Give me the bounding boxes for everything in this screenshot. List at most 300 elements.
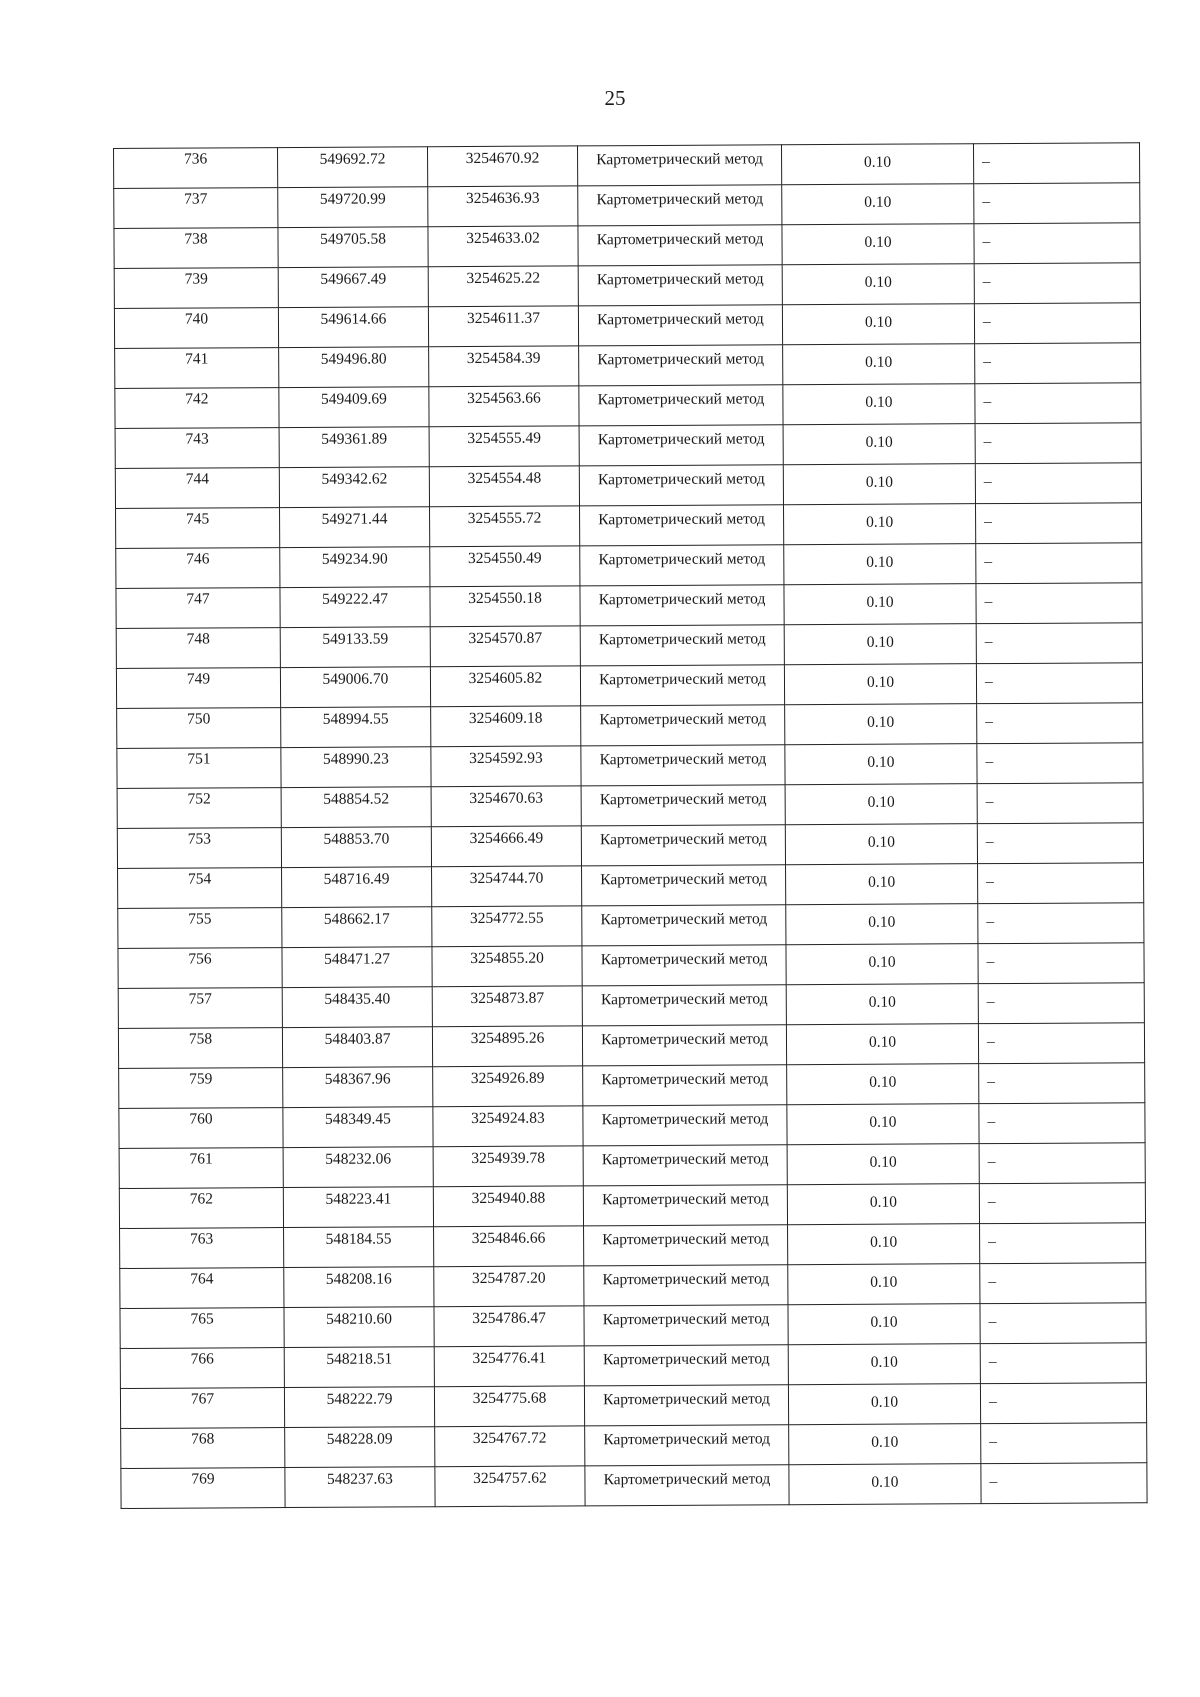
note-text: –: [986, 913, 995, 931]
error-cell: [786, 864, 978, 905]
coordinate-x-cell: [281, 827, 431, 868]
coordinate-y-cell: [430, 626, 580, 667]
coordinate-y-cell: [428, 226, 578, 267]
coordinate-x-cell: [280, 507, 430, 548]
note-cell: [975, 383, 1141, 424]
note-text: –: [984, 593, 993, 611]
table-row: [120, 1343, 1146, 1389]
error-text: 0.10: [867, 753, 895, 771]
point-number-cell: [114, 308, 278, 349]
method-cell: [584, 1225, 788, 1266]
method-cell: [579, 465, 783, 506]
note-text: –: [989, 1473, 998, 1491]
coordinate-y-text: 3254670.92: [465, 149, 540, 168]
note-cell: [975, 343, 1141, 384]
table-row: [116, 623, 1142, 669]
method-cell: [584, 1345, 788, 1386]
error-cell: [785, 784, 977, 825]
point-number-cell: [119, 1188, 283, 1229]
method-cell: [584, 1305, 788, 1346]
table-row: [118, 943, 1144, 989]
point-number-text: 765: [190, 1310, 214, 1328]
error-cell: [787, 1064, 979, 1105]
error-cell: [782, 304, 974, 345]
method-text: Картометрический метод: [603, 1430, 771, 1449]
coordinate-y-cell: [427, 146, 577, 187]
error-cell: [785, 824, 977, 865]
error-cell: [786, 904, 978, 945]
error-text: 0.10: [866, 673, 895, 691]
point-number-cell: [120, 1228, 284, 1269]
note-text: –: [988, 1393, 997, 1411]
error-text: 0.10: [869, 1193, 898, 1211]
coordinate-x-text: 549692.72: [319, 150, 386, 168]
point-number-text: 736: [183, 150, 208, 168]
error-text: 0.10: [871, 1473, 899, 1491]
error-text: 0.10: [869, 1073, 897, 1091]
table-row: [121, 1463, 1147, 1509]
point-number-cell: [120, 1308, 284, 1349]
method-text: Картометрический метод: [598, 550, 766, 569]
point-number-cell: [119, 1108, 283, 1149]
point-number-cell: [120, 1268, 284, 1309]
table-row: [115, 463, 1141, 509]
coordinate-y-cell: [430, 586, 580, 627]
method-cell: [582, 945, 786, 986]
error-cell: [783, 384, 975, 425]
error-text: 0.10: [865, 433, 893, 451]
method-cell: [580, 665, 784, 706]
error-cell: [786, 1024, 978, 1065]
note-text: –: [986, 873, 994, 891]
method-text: Картометрический метод: [602, 1230, 769, 1249]
error-cell: [785, 744, 977, 785]
note-cell: [980, 1343, 1146, 1384]
point-number-text: 760: [189, 1110, 213, 1128]
point-number-text: 740: [184, 310, 209, 328]
note-cell: [978, 1023, 1144, 1064]
note-text: –: [982, 313, 991, 331]
note-cell: [979, 1143, 1145, 1184]
coordinate-y-text: 3254895.26: [470, 1029, 545, 1048]
point-number-text: 744: [185, 470, 210, 488]
point-number-cell: [114, 268, 278, 309]
coordinate-x-text: 548854.52: [323, 790, 390, 808]
coordinate-x-text: 549006.70: [322, 670, 389, 688]
table-row: [120, 1303, 1146, 1349]
note-cell: [976, 543, 1142, 584]
note-cell: [978, 903, 1144, 944]
note-text: –: [989, 1433, 998, 1451]
coordinate-y-text: 3254570.87: [468, 629, 543, 648]
method-cell: [581, 745, 785, 786]
coordinate-x-text: 548994.55: [322, 710, 389, 728]
table-row: [115, 343, 1141, 389]
coordinate-x-cell: [278, 267, 428, 308]
coordinate-y-text: 3254670.63: [469, 789, 543, 808]
point-number-cell: [120, 1348, 284, 1389]
method-text: Картометрический метод: [603, 1390, 770, 1409]
coordinate-y-cell: [429, 386, 579, 427]
coordinate-y-text: 3254775.68: [472, 1389, 547, 1408]
error-text: 0.10: [870, 1233, 898, 1251]
note-text: –: [988, 1313, 997, 1331]
note-cell: [977, 783, 1143, 824]
error-text: 0.10: [871, 1433, 899, 1451]
point-number-text: 763: [189, 1230, 214, 1248]
table-row: [119, 1143, 1145, 1189]
method-text: Картометрический метод: [599, 790, 767, 809]
method-cell: [583, 1105, 787, 1146]
point-number-text: 766: [190, 1350, 214, 1368]
error-cell: [783, 464, 975, 505]
point-number-cell: [117, 708, 281, 749]
error-text: 0.10: [868, 993, 896, 1011]
note-text: –: [986, 993, 995, 1011]
method-text: Картометрический метод: [602, 1310, 770, 1329]
error-cell: [788, 1264, 980, 1305]
coordinate-x-cell: [285, 1467, 435, 1508]
method-text: Картометрический метод: [599, 830, 767, 849]
note-cell: [974, 303, 1140, 344]
coordinate-x-text: 549705.58: [320, 230, 386, 248]
note-text: –: [982, 153, 990, 171]
method-cell: [583, 1145, 787, 1186]
coordinate-y-text: 3254855.20: [470, 949, 544, 968]
method-cell: [579, 425, 783, 466]
coordinate-y-text: 3254611.37: [466, 309, 541, 328]
coordinate-y-cell: [432, 946, 582, 987]
error-cell: [781, 144, 973, 185]
method-cell: [579, 345, 783, 386]
coordinate-y-text: 3254605.82: [468, 669, 543, 688]
error-text: 0.10: [864, 233, 892, 251]
error-cell: [788, 1384, 980, 1425]
point-number-cell: [114, 188, 278, 229]
coordinate-x-cell: [282, 987, 432, 1028]
coordinate-y-cell: [432, 906, 582, 947]
coordinates-table: [113, 142, 1148, 1509]
method-cell: [578, 185, 782, 226]
point-number-cell: [115, 468, 279, 509]
note-text: –: [984, 633, 993, 651]
method-text: Картометрический метод: [599, 750, 767, 769]
note-cell: [979, 1103, 1145, 1144]
note-text: –: [987, 1153, 996, 1171]
method-text: Картометрический метод: [596, 150, 763, 169]
coordinate-y-cell: [429, 466, 579, 507]
coordinate-x-cell: [278, 307, 428, 348]
point-number-text: 757: [188, 990, 212, 1008]
error-text: 0.10: [865, 473, 893, 491]
error-text: 0.10: [865, 393, 893, 411]
point-number-cell: [114, 228, 278, 269]
note-cell: [980, 1263, 1146, 1304]
method-text: Картометрический метод: [597, 350, 765, 369]
table-row: [116, 543, 1142, 589]
method-text: Картометрический метод: [601, 1150, 769, 1169]
coordinate-y-text: 3254633.02: [466, 229, 540, 248]
table-row: [119, 1063, 1145, 1109]
coordinate-x-text: 549133.59: [322, 630, 389, 648]
method-text: Картометрический метод: [599, 670, 766, 689]
point-number-text: 745: [185, 510, 210, 528]
coordinate-x-cell: [283, 1107, 433, 1148]
note-text: –: [983, 393, 992, 411]
coordinate-y-cell: [434, 1306, 584, 1347]
table-row: [119, 1103, 1145, 1149]
method-cell: [579, 385, 783, 426]
table-row: [120, 1383, 1146, 1429]
error-cell: [787, 1184, 979, 1225]
error-cell: [783, 344, 975, 385]
table-row: [114, 263, 1140, 309]
coordinate-x-text: 548990.23: [322, 750, 389, 768]
point-number-text: 761: [189, 1150, 213, 1168]
coordinate-y-cell: [428, 266, 578, 307]
method-text: Картометрический метод: [601, 1070, 769, 1089]
coordinate-x-text: 548208.16: [325, 1270, 392, 1288]
note-cell: [976, 583, 1142, 624]
point-number-text: 749: [186, 670, 211, 688]
coordinate-x-cell: [282, 907, 432, 948]
method-cell: [583, 1065, 787, 1106]
method-cell: [578, 265, 782, 306]
method-text: Картометрический метод: [597, 310, 764, 329]
note-cell: [977, 743, 1143, 784]
coordinate-y-cell: [433, 1106, 583, 1147]
coordinate-x-cell: [281, 707, 431, 748]
method-text: Картометрический метод: [602, 1350, 770, 1369]
method-cell: [585, 1465, 789, 1506]
method-cell: [584, 1385, 788, 1426]
coordinate-x-cell: [284, 1227, 434, 1268]
point-number-cell: [118, 948, 282, 989]
note-text: –: [982, 233, 991, 251]
table-row: [115, 423, 1141, 469]
coordinate-x-cell: [279, 467, 429, 508]
method-cell: [581, 705, 785, 746]
method-text: Картометрический метод: [596, 190, 764, 209]
note-cell: [980, 1383, 1146, 1424]
error-text: 0.10: [870, 1353, 898, 1371]
coordinate-y-text: 3254924.83: [471, 1109, 545, 1128]
point-number-text: 755: [188, 910, 212, 928]
point-number-cell: [117, 828, 281, 869]
coordinate-x-cell: [281, 787, 431, 828]
coordinate-y-cell: [432, 986, 582, 1027]
error-text: 0.10: [866, 633, 894, 651]
coordinate-y-text: 3254555.72: [467, 509, 542, 528]
error-text: 0.10: [867, 713, 895, 731]
coordinate-x-cell: [279, 347, 429, 388]
coordinate-x-text: 549361.89: [321, 430, 388, 448]
error-cell: [782, 264, 974, 305]
point-number-cell: [117, 748, 281, 789]
error-cell: [788, 1224, 980, 1265]
coordinate-y-cell: [434, 1346, 584, 1387]
error-cell: [786, 984, 978, 1025]
coordinate-x-cell: [283, 1067, 433, 1108]
point-number-cell: [119, 1068, 283, 1109]
error-cell: [784, 664, 976, 705]
method-cell: [578, 305, 782, 346]
method-cell: [582, 865, 786, 906]
coordinate-x-text: 548403.87: [324, 1030, 391, 1048]
coordinate-x-text: 549271.44: [321, 510, 388, 528]
coordinate-x-cell: [282, 947, 432, 988]
method-cell: [580, 505, 784, 546]
note-text: –: [988, 1273, 997, 1291]
coordinate-y-text: 3254555.49: [467, 429, 541, 448]
coordinate-x-cell: [282, 1027, 432, 1068]
error-text: 0.10: [864, 313, 893, 331]
error-text: 0.10: [868, 873, 896, 891]
error-text: 0.10: [864, 193, 892, 211]
point-number-cell: [120, 1388, 284, 1429]
method-cell: [585, 1425, 789, 1466]
method-text: Картометрический метод: [602, 1270, 770, 1289]
coordinate-y-cell: [430, 506, 580, 547]
coordinate-x-cell: [284, 1307, 434, 1348]
error-text: 0.10: [865, 353, 893, 371]
method-text: Картометрический метод: [598, 590, 766, 609]
method-cell: [578, 225, 782, 266]
point-number-cell: [115, 428, 279, 469]
point-number-text: 738: [184, 230, 208, 248]
error-cell: [787, 1104, 979, 1145]
point-number-text: 747: [186, 590, 210, 608]
coordinate-x-cell: [284, 1267, 434, 1308]
table-row: [121, 1423, 1147, 1469]
method-cell: [580, 545, 784, 586]
coordinate-x-text: 549496.80: [320, 350, 387, 368]
error-cell: [788, 1344, 980, 1385]
coordinate-x-text: 549409.69: [320, 390, 387, 408]
point-number-text: 768: [191, 1430, 215, 1448]
note-text: –: [987, 1193, 996, 1211]
coordinate-x-cell: [283, 1187, 433, 1228]
note-text: –: [988, 1233, 996, 1251]
note-text: –: [983, 433, 992, 451]
coordinate-x-cell: [278, 187, 428, 228]
error-text: 0.10: [864, 273, 892, 291]
coordinate-x-cell: [280, 587, 430, 628]
coordinate-y-cell: [432, 1026, 582, 1067]
point-number-cell: [117, 788, 281, 829]
method-text: Картометрический метод: [600, 950, 768, 969]
error-text: 0.10: [863, 153, 892, 171]
error-cell: [785, 704, 977, 745]
coordinate-x-text: 549667.49: [320, 270, 387, 288]
coordinate-y-text: 3254786.47: [472, 1309, 546, 1328]
coordinate-x-cell: [285, 1427, 435, 1468]
method-text: Картометрический метод: [599, 710, 767, 729]
coordinate-y-text: 3254757.62: [473, 1469, 547, 1488]
error-text: 0.10: [868, 953, 896, 971]
point-number-text: 767: [190, 1390, 215, 1408]
table-row: [117, 703, 1143, 749]
coordinate-x-text: 548223.41: [325, 1190, 392, 1208]
method-text: Картометрический метод: [597, 430, 765, 449]
table-row: [120, 1223, 1146, 1269]
note-text: –: [985, 833, 994, 851]
coordinate-y-cell: [431, 746, 581, 787]
coordinate-y-text: 3254592.93: [469, 749, 543, 768]
error-cell: [784, 544, 976, 585]
coordinate-x-cell: [283, 1147, 433, 1188]
coordinate-x-text: 548662.17: [323, 910, 390, 928]
point-number-text: 758: [188, 1030, 213, 1048]
coordinate-x-text: 548471.27: [324, 950, 391, 968]
coordinate-x-text: 549342.62: [321, 470, 388, 488]
coordinate-y-cell: [431, 826, 581, 867]
note-text: –: [982, 193, 991, 211]
coordinate-x-text: 548210.60: [326, 1310, 393, 1328]
error-text: 0.10: [867, 833, 895, 851]
coordinate-y-cell: [435, 1466, 585, 1507]
point-number-text: 743: [185, 430, 209, 448]
coordinate-y-text: 3254550.49: [467, 549, 542, 568]
coordinate-x-cell: [282, 867, 432, 908]
note-cell: [974, 183, 1140, 224]
coordinate-x-text: 548237.63: [326, 1470, 393, 1488]
point-number-text: 741: [185, 350, 209, 368]
error-text: 0.10: [868, 1033, 897, 1051]
table-row: [115, 383, 1141, 429]
error-text: 0.10: [869, 1113, 897, 1131]
note-cell: [980, 1303, 1146, 1344]
coordinate-y-text: 3254939.78: [471, 1149, 546, 1168]
error-text: 0.10: [866, 553, 894, 571]
coordinate-x-cell: [284, 1347, 434, 1388]
table-row: [114, 183, 1140, 229]
coordinate-y-cell: [429, 426, 579, 467]
table-row: [114, 303, 1140, 349]
point-number-cell: [118, 1028, 282, 1069]
method-text: Картометрический метод: [596, 270, 764, 289]
note-text: –: [984, 553, 993, 571]
method-text: Картометрический метод: [600, 870, 767, 889]
method-cell: [582, 1025, 786, 1066]
method-cell: [582, 905, 786, 946]
coordinate-y-text: 3254563.66: [467, 389, 541, 408]
point-number-cell: [114, 148, 278, 189]
error-text: 0.10: [870, 1273, 898, 1291]
table-row: [114, 143, 1140, 189]
coordinate-y-cell: [433, 1146, 583, 1187]
error-cell: [789, 1424, 981, 1465]
coordinate-y-text: 3254636.93: [465, 189, 540, 208]
note-text: –: [983, 353, 992, 371]
coordinate-y-cell: [435, 1426, 585, 1467]
coordinate-x-cell: [280, 547, 430, 588]
method-cell: [582, 985, 786, 1026]
method-text: Картометрический метод: [600, 910, 768, 929]
error-cell: [788, 1304, 980, 1345]
coordinate-y-cell: [434, 1266, 584, 1307]
coordinate-x-cell: [279, 427, 429, 468]
point-number-cell: [118, 988, 282, 1029]
coordinate-x-text: 548435.40: [324, 990, 391, 1008]
table-row: [117, 783, 1143, 829]
table-row: [117, 743, 1143, 789]
point-number-text: 753: [187, 830, 212, 848]
coordinate-y-text: 3254767.72: [472, 1429, 547, 1448]
error-cell: [783, 424, 975, 465]
coordinate-x-text: 548367.96: [324, 1070, 391, 1088]
coordinate-x-text: 548228.09: [326, 1430, 393, 1448]
